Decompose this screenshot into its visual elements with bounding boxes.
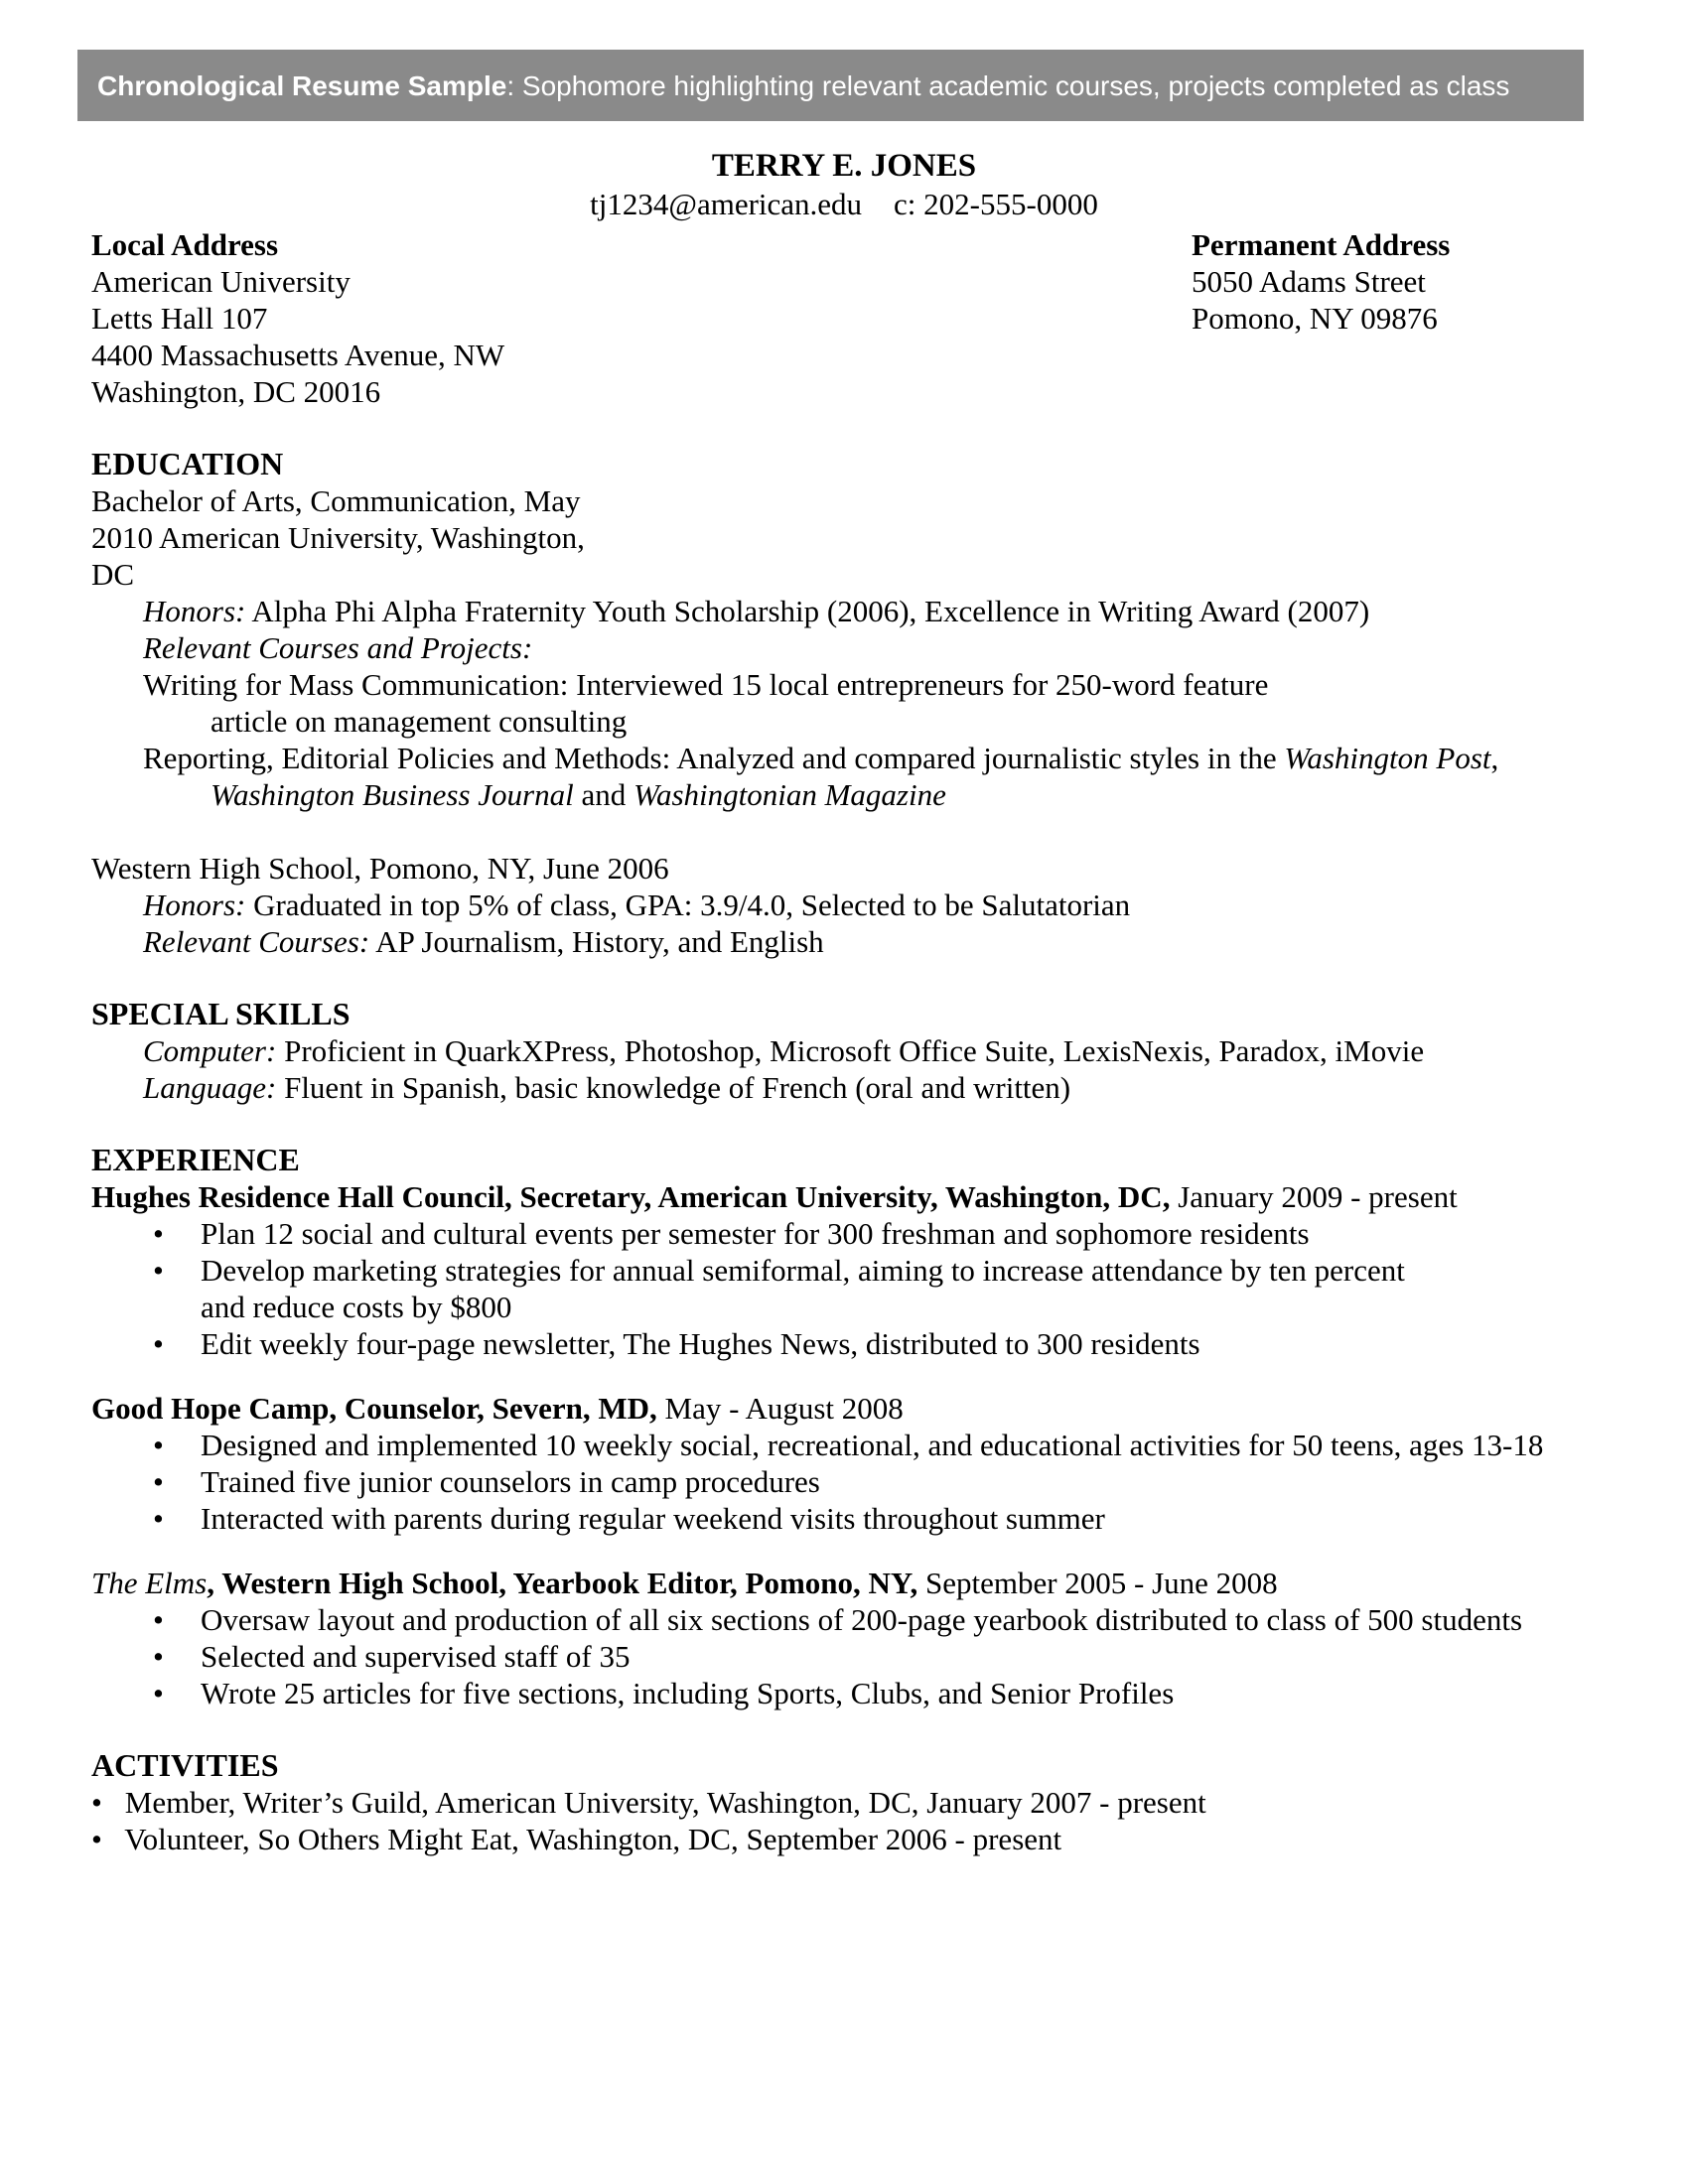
education-college-entry bbox=[91, 482, 1648, 813]
college-courses-label-line bbox=[143, 629, 1648, 666]
special-skills-heading: SPECIAL SKILLS bbox=[91, 996, 351, 1031]
job-title-line bbox=[91, 1178, 1648, 1215]
bullet-item bbox=[153, 1601, 1648, 1638]
spacer bbox=[91, 813, 1648, 850]
highschool-line: Western High School, Pomono, NY, June 2006 bbox=[91, 851, 669, 886]
job-entry-goodhope bbox=[91, 1390, 1648, 1537]
honors-text: Alpha Phi Alpha Fraternity Youth Scholarship (2006), Excellence in Writing Award (2007) bbox=[245, 594, 1370, 628]
courses-label: Relevant Courses: bbox=[143, 924, 370, 959]
bullet-icon: • bbox=[153, 1464, 164, 1499]
contact-phone: c: 202-555-0000 bbox=[894, 187, 1098, 221]
bullet-icon: • bbox=[153, 1326, 164, 1361]
job-entry-elms bbox=[91, 1565, 1648, 1711]
publication-name: Washingtonian Magazine bbox=[633, 777, 946, 812]
publication-name: Washington Business Journal bbox=[211, 777, 574, 812]
course-reporting-comma: , bbox=[1490, 741, 1499, 775]
bullet-text: Edit weekly four-page newsletter, The Hughes News, distributed to 300 residents bbox=[201, 1326, 1200, 1361]
bullet-icon: • bbox=[153, 1216, 164, 1251]
courses-text: AP Journalism, History, and English bbox=[369, 924, 824, 959]
job-entry-hughes bbox=[91, 1178, 1648, 1362]
job-title-italic: The Elms bbox=[91, 1566, 208, 1600]
section-experience bbox=[91, 1142, 1648, 1711]
section-activities bbox=[91, 1747, 1648, 1857]
course-writing-line1: Writing for Mass Communication: Interviewed 15 local entrepreneurs for 250-word feature bbox=[143, 667, 1269, 702]
local-address-line: Letts Hall 107 bbox=[91, 301, 268, 336]
conjunction-text: and bbox=[573, 777, 633, 812]
activity-text: Volunteer, So Others Might Eat, Washington, DC, September 2006 - present bbox=[117, 1822, 1062, 1856]
highschool-courses-line bbox=[143, 923, 1648, 960]
language-label: Language: bbox=[143, 1070, 277, 1105]
activities-heading: ACTIVITIES bbox=[91, 1747, 279, 1783]
activity-text: Member, Writer’s Guild, American University, Washington, DC, January 2007 - present bbox=[117, 1785, 1206, 1820]
bullet-item bbox=[153, 1500, 1648, 1537]
college-honors-line bbox=[143, 593, 1648, 629]
bullet-item bbox=[153, 1675, 1648, 1711]
bullet-text: Interacted with parents during regular weekend visits throughout summer bbox=[201, 1501, 1105, 1536]
bullet-icon: • bbox=[153, 1253, 164, 1288]
local-address-line: Washington, DC 20016 bbox=[91, 374, 381, 409]
computer-label: Computer: bbox=[143, 1033, 277, 1068]
course-reporting-line1 bbox=[143, 740, 1648, 776]
banner-title: Chronological Resume Sample bbox=[97, 69, 507, 101]
education-highschool-entry bbox=[91, 850, 1648, 960]
job-dates: January 2009 - present bbox=[1170, 1179, 1458, 1214]
bullet-item bbox=[153, 1215, 1648, 1252]
bullet-text: Trained five junior counselors in camp procedures bbox=[201, 1464, 820, 1499]
bullet-item bbox=[153, 1325, 1648, 1362]
honors-text: Graduated in top 5% of class, GPA: 3.9/4.0, Selected to be Salutatorian bbox=[245, 887, 1131, 922]
local-address-line: American University bbox=[91, 264, 351, 299]
bullet-text: Selected and supervised staff of 35 bbox=[201, 1639, 631, 1674]
bullet-text bbox=[201, 1252, 1405, 1325]
bullet-item bbox=[153, 1463, 1648, 1500]
language-text: Fluent in Spanish, basic knowledge of French (oral and written) bbox=[276, 1070, 1071, 1105]
bullet-icon: • bbox=[153, 1676, 164, 1710]
bullet-item bbox=[153, 1427, 1648, 1463]
bullet-item bbox=[153, 1252, 1648, 1325]
course-writing-line2: article on management consulting bbox=[211, 704, 628, 739]
course-reporting-text: Reporting, Editorial Policies and Methods: Analyzed and compared journalistic styles in the bbox=[143, 741, 1285, 775]
bullet-text-line: Develop marketing strategies for annual semiformal, aiming to increase attendance by ten percent bbox=[201, 1253, 1405, 1288]
job-title-bold: Good Hope Camp, Counselor, Severn, MD, bbox=[91, 1391, 657, 1426]
bullet-text: Wrote 25 articles for five sections, including Sports, Clubs, and Senior Profiles bbox=[201, 1676, 1175, 1710]
honors-label: Honors: bbox=[143, 887, 246, 922]
job-dates: May - August 2008 bbox=[656, 1391, 904, 1426]
language-skills-line bbox=[143, 1069, 1648, 1106]
permanent-address-block bbox=[1192, 226, 1450, 337]
course-reporting-line2 bbox=[211, 776, 1648, 813]
bullet-icon: • bbox=[153, 1639, 164, 1674]
experience-heading: EXPERIENCE bbox=[91, 1142, 300, 1177]
permanent-address-line: Pomono, NY 09876 bbox=[1192, 301, 1438, 336]
addresses-row bbox=[91, 226, 1648, 410]
job-dates: September 2005 - June 2008 bbox=[917, 1566, 1278, 1600]
computer-skills-line bbox=[143, 1032, 1648, 1069]
bullet-icon: • bbox=[91, 1785, 102, 1820]
permanent-address-label: Permanent Address bbox=[1192, 227, 1451, 262]
bullet-icon: • bbox=[91, 1822, 102, 1856]
bullet-text: Plan 12 social and cultural events per semester for 300 freshman and sophomore residents bbox=[201, 1216, 1310, 1251]
publication-name: Washington Post bbox=[1284, 741, 1491, 775]
bullet-icon: • bbox=[153, 1602, 164, 1637]
bullet-icon: • bbox=[153, 1428, 164, 1462]
person-name: TERRY E. JONES bbox=[711, 148, 977, 184]
activity-item bbox=[91, 1821, 1648, 1857]
degree-line: Bachelor of Arts, Communication, May bbox=[91, 483, 581, 518]
local-address-line: 4400 Massachusetts Avenue, NW bbox=[91, 338, 505, 372]
banner-subtitle: : Sophomore highlighting relevant academic courses, projects completed as class bbox=[506, 69, 1510, 101]
bullet-text-line: and reduce costs by $800 bbox=[201, 1290, 512, 1324]
activity-item bbox=[91, 1784, 1648, 1821]
education-heading: EDUCATION bbox=[91, 446, 284, 481]
degree-line: DC bbox=[91, 557, 135, 592]
computer-text: Proficient in QuarkXPress, Photoshop, Microsoft Office Suite, LexisNexis, Paradox, iMovie bbox=[276, 1033, 1425, 1068]
contact-line bbox=[0, 185, 1688, 224]
highschool-honors-line bbox=[143, 887, 1648, 923]
job-title-bold: , Western High School, Yearbook Editor, Pomono, NY, bbox=[207, 1566, 918, 1600]
contact-email: tj1234@american.edu bbox=[590, 187, 863, 221]
caption-banner bbox=[77, 50, 1584, 121]
permanent-address-line: 5050 Adams Street bbox=[1192, 264, 1426, 299]
local-address-label: Local Address bbox=[91, 227, 279, 262]
honors-label: Honors: bbox=[143, 594, 246, 628]
courses-label: Relevant Courses and Projects: bbox=[143, 630, 533, 665]
job-title-bold: Hughes Residence Hall Council, Secretary, American University, Washington, DC, bbox=[91, 1179, 1171, 1214]
section-education bbox=[91, 446, 1648, 960]
job-title-line bbox=[91, 1390, 1648, 1427]
degree-line: 2010 American University, Washington, bbox=[91, 520, 585, 555]
bullet-text: Oversaw layout and production of all six sections of 200-page yearbook distributed to class of 500 students bbox=[201, 1602, 1523, 1637]
bullet-text: Designed and implemented 10 weekly social, recreational, and educational activities for 50 teens, ages 13-18 bbox=[201, 1428, 1544, 1462]
bullet-icon: • bbox=[153, 1501, 164, 1536]
section-special-skills bbox=[91, 996, 1648, 1106]
job-title-line bbox=[91, 1565, 1648, 1601]
bullet-item bbox=[153, 1638, 1648, 1675]
